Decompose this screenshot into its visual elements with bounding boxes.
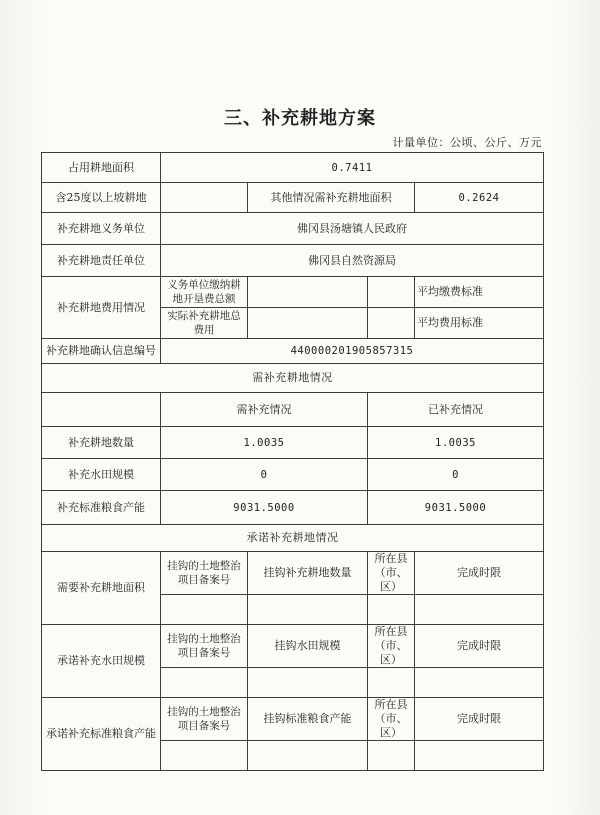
occupied-area-label: 占用耕地面积 bbox=[42, 153, 161, 183]
promise-cell bbox=[415, 668, 544, 698]
promise-county-header: 所在县（市、区） bbox=[368, 552, 415, 595]
unit-label: 计量单位：公顷、公斤、万元 bbox=[392, 136, 542, 149]
avg-fee-label: 平均缴费标准 bbox=[415, 277, 544, 308]
promise-group-label: 承诺补充标准粮食产能 bbox=[42, 698, 161, 771]
promise-deadline-header: 完成时限 bbox=[415, 698, 544, 741]
responsible-unit-label: 补充耕地责任单位 bbox=[42, 245, 161, 277]
need-header-blank bbox=[42, 393, 161, 427]
promise-county-header: 所在县（市、区） bbox=[368, 698, 415, 741]
promise-group-label: 承诺补充水田规模 bbox=[42, 625, 161, 698]
table-row bbox=[42, 552, 544, 595]
need-item-done: 9031.5000 bbox=[368, 491, 544, 525]
promise-cell bbox=[248, 741, 368, 771]
cost-label: 补充耕地费用情况 bbox=[42, 277, 161, 339]
slope-land-label: 含25度以上坡耕地 bbox=[42, 183, 161, 213]
occupied-area-value: 0.7411 bbox=[161, 153, 544, 183]
supplement-farmland-table bbox=[41, 152, 544, 771]
promise-cell bbox=[161, 741, 248, 771]
need-item-label: 补充耕地数量 bbox=[42, 427, 161, 459]
need-item-done: 0 bbox=[368, 459, 544, 491]
other-area-label: 其他情况需补充耕地面积 bbox=[248, 183, 415, 213]
promise-cell bbox=[248, 668, 368, 698]
obligation-unit-label: 补充耕地义务单位 bbox=[42, 213, 161, 245]
need-item-label: 补充标准粮食产能 bbox=[42, 491, 161, 525]
promise-section-heading: 承诺补充耕地情况 bbox=[42, 525, 544, 552]
promise-cell bbox=[161, 668, 248, 698]
table-row bbox=[42, 525, 544, 552]
need-item-done: 1.0035 bbox=[368, 427, 544, 459]
confirm-code-value: 440000201905857315 bbox=[161, 339, 544, 364]
avg-cost-label-cell bbox=[368, 308, 415, 339]
fee-total-value bbox=[248, 277, 368, 308]
table-row bbox=[42, 213, 544, 245]
promise-project-header: 挂钩的土地整治项目备案号 bbox=[161, 698, 248, 741]
page-title: 三、补充耕地方案 bbox=[224, 108, 376, 129]
other-area-value: 0.2624 bbox=[415, 183, 544, 213]
table-row bbox=[42, 183, 544, 213]
need-item-need: 0 bbox=[161, 459, 368, 491]
table-row bbox=[42, 625, 544, 668]
actual-cost-value bbox=[248, 308, 368, 339]
table-row bbox=[42, 459, 544, 491]
promise-deadline-header: 完成时限 bbox=[415, 552, 544, 595]
need-section-heading: 需补充耕地情况 bbox=[42, 364, 544, 393]
responsible-unit-value: 佛冈县自然资源局 bbox=[161, 245, 544, 277]
obligation-unit-value: 佛冈县汤塘镇人民政府 bbox=[161, 213, 544, 245]
promise-group-label: 需要补充耕地面积 bbox=[42, 552, 161, 625]
promise-metric-header: 挂钩补充耕地数量 bbox=[248, 552, 368, 595]
table-row bbox=[42, 277, 544, 308]
promise-project-header: 挂钩的土地整治项目备案号 bbox=[161, 552, 248, 595]
table-row bbox=[42, 698, 544, 741]
table-row bbox=[42, 491, 544, 525]
col-need-header: 需补充情况 bbox=[161, 393, 368, 427]
avg-fee-label-cell bbox=[368, 277, 415, 308]
need-item-label: 补充水田规模 bbox=[42, 459, 161, 491]
col-done-header: 已补充情况 bbox=[368, 393, 544, 427]
promise-cell bbox=[161, 595, 248, 625]
table-row bbox=[42, 364, 544, 393]
promise-deadline-header: 完成时限 bbox=[415, 625, 544, 668]
promise-cell bbox=[415, 595, 544, 625]
table-row bbox=[42, 393, 544, 427]
promise-cell bbox=[248, 595, 368, 625]
confirm-code-label: 补充耕地确认信息编号 bbox=[42, 339, 161, 364]
promise-cell bbox=[415, 741, 544, 771]
promise-cell bbox=[368, 741, 415, 771]
need-item-need: 9031.5000 bbox=[161, 491, 368, 525]
promise-cell bbox=[368, 668, 415, 698]
table-row bbox=[42, 339, 544, 364]
slope-land-value bbox=[161, 183, 248, 213]
avg-cost-label: 平均费用标准 bbox=[415, 308, 544, 339]
fee-total-label: 义务单位缴纳耕地开垦费总额 bbox=[161, 277, 248, 308]
promise-project-header: 挂钩的土地整治项目备案号 bbox=[161, 625, 248, 668]
need-item-need: 1.0035 bbox=[161, 427, 368, 459]
promise-metric-header: 挂钩标准粮食产能 bbox=[248, 698, 368, 741]
promise-county-header: 所在县（市、区） bbox=[368, 625, 415, 668]
table-row bbox=[42, 153, 544, 183]
promise-metric-header: 挂钩水田规模 bbox=[248, 625, 368, 668]
promise-cell bbox=[368, 595, 415, 625]
actual-cost-label: 实际补充耕地总费用 bbox=[161, 308, 248, 339]
table-row bbox=[42, 245, 544, 277]
table-row bbox=[42, 427, 544, 459]
